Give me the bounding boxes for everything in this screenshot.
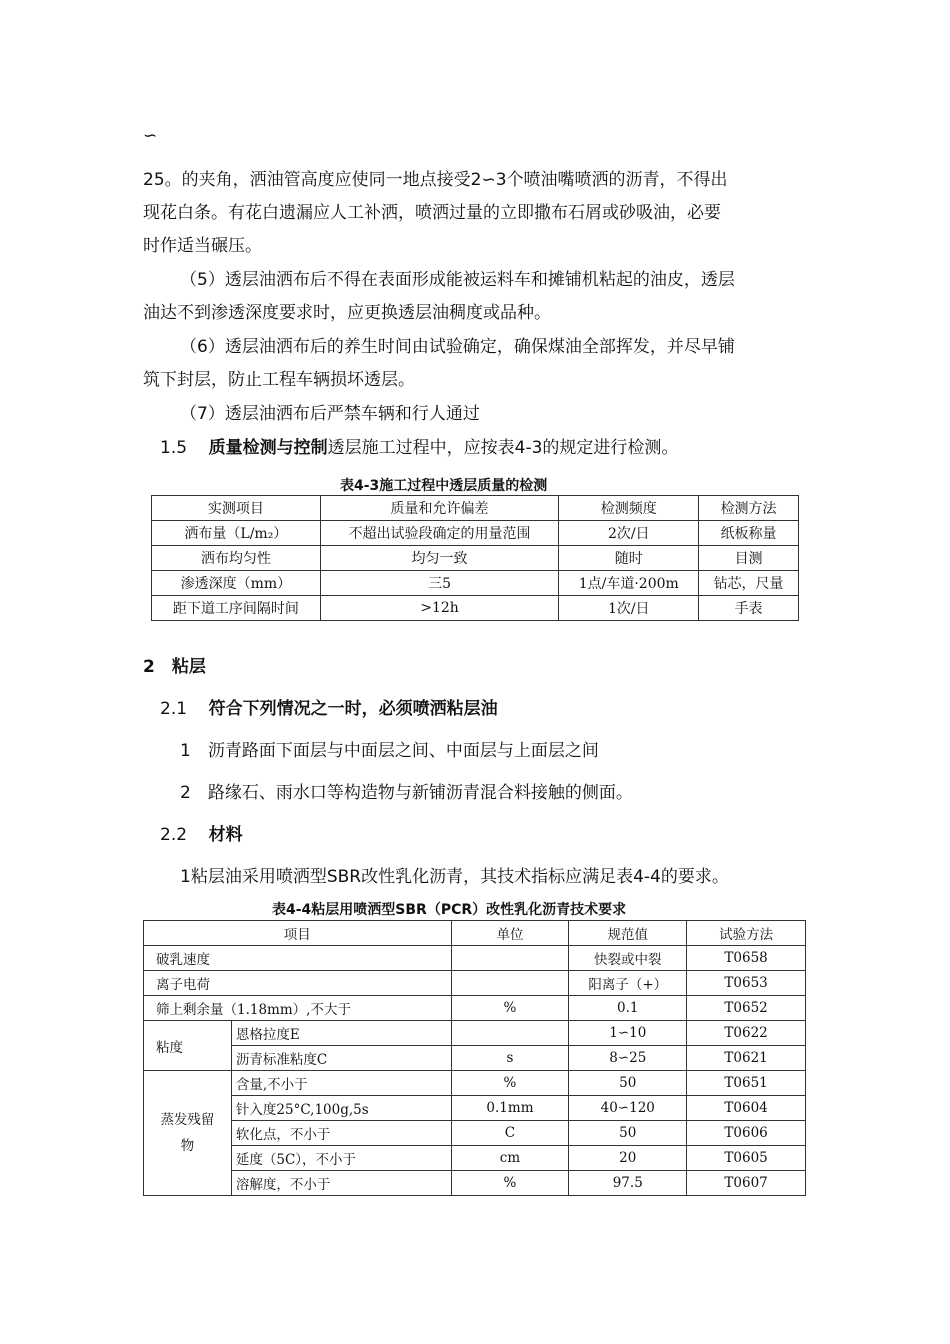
paragraph-line: 油达不到渗透深度要求时，应更换透层油稠度或品种。 — [143, 303, 551, 323]
table-cell: 快裂或中裂 — [569, 946, 687, 971]
table-cell: 1点/车道·200m — [559, 571, 699, 596]
table-cell: 目测 — [699, 546, 799, 571]
table-cell: 纸板称量 — [699, 521, 799, 546]
paragraph-line: 1粘层油采用喷洒型SBR改性乳化沥青，其技术指标应满足表4-4的要求。 — [180, 867, 729, 887]
table-cell: 不超出试验段确定的用量范围 — [320, 521, 559, 546]
table-cell: 软化点，不小于 — [231, 1121, 451, 1146]
table-cell: 手表 — [699, 596, 799, 621]
group-label-line: 物 — [180, 1138, 195, 1154]
table-cell — [451, 946, 569, 971]
table-4-3 — [151, 495, 799, 621]
table-cell: 渗透深度（mm） — [152, 571, 321, 596]
paragraph-line: 现花白条。有花白遗漏应人工补洒，喷洒过量的立即撒布石屑或砂吸油，必要 — [143, 203, 721, 223]
table-cell: % — [451, 1171, 569, 1196]
table-cell: 离子电荷 — [144, 971, 452, 996]
table-cell: C — [451, 1121, 569, 1146]
list-item: 2 路缘石、雨水口等构造物与新铺沥青混合料接触的侧面。 — [180, 783, 633, 803]
table-cell: 破乳速度 — [144, 946, 452, 971]
table-row — [144, 1096, 806, 1121]
table-cell: 随时 — [559, 546, 699, 571]
table-cell: 延度（5C），不小于 — [231, 1146, 451, 1171]
paragraph-line: （6）透层油洒布后的养生时间由试验确定，确保煤油全部挥发，并尽早铺 — [180, 337, 735, 357]
table-row — [144, 971, 806, 996]
table-cell: 97.5 — [569, 1171, 687, 1196]
table-row — [144, 1121, 806, 1146]
section-number: 2.2 — [160, 825, 188, 845]
table-cell: 溶解度，不小于 — [231, 1171, 451, 1196]
table-cell: T0652 — [687, 996, 806, 1021]
list-item: 1 沥青路面下面层与中面层之间、中面层与上面层之间 — [180, 741, 599, 761]
table-4-3-caption: 表4-3施工过程中透层质量的检测 — [340, 478, 548, 494]
table-cell: 50 — [569, 1121, 687, 1146]
paragraph-line: （7）透层油洒布后严禁车辆和行人通过 — [180, 404, 480, 424]
table-cell — [451, 1021, 569, 1046]
table-cell: T0607 — [687, 1171, 806, 1196]
table-cell: 20 — [569, 1146, 687, 1171]
table-4-4 — [143, 920, 806, 1196]
section-title: 质量检测与控制 — [208, 438, 328, 458]
table-cell: 阳离子（+） — [569, 971, 687, 996]
header-cell: 规范值 — [569, 921, 687, 946]
table-cell — [451, 971, 569, 996]
table-cell: T0621 — [687, 1046, 806, 1071]
section-text: 透层施工过程中，应按表4-3的规定进行检测。 — [327, 438, 679, 458]
table-header-row — [144, 921, 806, 946]
table-cell: % — [451, 996, 569, 1021]
table-cell: cm — [451, 1146, 569, 1171]
table-4-4-caption: 表4-4粘层用喷洒型SBR（PCR）改性乳化沥青技术要求 — [272, 902, 627, 918]
header-cell: 项目 — [144, 921, 452, 946]
group-label-cell — [144, 1071, 232, 1196]
header-cell: 检测方法 — [699, 496, 799, 521]
table-cell: 1∽10 — [569, 1021, 687, 1046]
table-row — [144, 1146, 806, 1171]
header-cell: 实测项目 — [152, 496, 321, 521]
table-cell: 三5 — [320, 571, 559, 596]
paragraph-line: 筑下封层，防止工程车辆损坏透层。 — [143, 370, 415, 390]
table-row — [152, 521, 799, 546]
table-row — [152, 596, 799, 621]
table-cell: 距下道工序间隔时间 — [152, 596, 321, 621]
table-cell: 40∽120 — [569, 1096, 687, 1121]
section-title: 符合下列情况之一时，必须喷洒粘层油 — [208, 699, 498, 719]
table-cell: 2次/日 — [559, 521, 699, 546]
section-heading-1-5 — [160, 436, 678, 460]
group-label-cell: 粘度 — [144, 1021, 232, 1071]
header-cell: 单位 — [451, 921, 569, 946]
table-cell: T0604 — [687, 1096, 806, 1121]
table-row — [144, 1046, 806, 1071]
table-cell: >12h — [320, 596, 559, 621]
table-cell: 筛上剩余量（1.18mm）,不大于 — [144, 996, 452, 1021]
table-row — [144, 946, 806, 971]
paragraph-line: （5）透层油洒布后不得在表面形成能被运料车和摊铺机粘起的油皮，透层 — [180, 270, 735, 290]
table-row — [152, 571, 799, 596]
table-cell: 8∽25 — [569, 1046, 687, 1071]
table-cell: 恩格拉度E — [231, 1021, 451, 1046]
table-cell: T0658 — [687, 946, 806, 971]
table-cell: 洒布量（L/m₂） — [152, 521, 321, 546]
table-cell: 含量,不小于 — [231, 1071, 451, 1096]
table-cell: 钻芯，尺量 — [699, 571, 799, 596]
table-row — [144, 1021, 806, 1046]
table-cell: 50 — [569, 1071, 687, 1096]
table-cell: T0622 — [687, 1021, 806, 1046]
section-heading-2: 2 粘层 — [143, 657, 206, 677]
header-cell: 质量和允许偏差 — [320, 496, 559, 521]
paragraph-line: 25。的夹角，洒油管高度应使同一地点接受2∽3个喷油嘴喷洒的沥青，不得出 — [143, 170, 728, 190]
table-cell: s — [451, 1046, 569, 1071]
header-cell: 试验方法 — [687, 921, 806, 946]
section-title: 材料 — [208, 825, 243, 845]
tilde-mark: ∽ — [143, 126, 158, 146]
group-label-line: 蒸发残留 — [160, 1112, 215, 1128]
table-cell: 洒布均匀性 — [152, 546, 321, 571]
table-row — [144, 1171, 806, 1196]
table-cell: 针入度25°C,100g,5s — [231, 1096, 451, 1121]
table-cell: T0605 — [687, 1146, 806, 1171]
table-cell: 均匀一致 — [320, 546, 559, 571]
table-cell: 0.1mm — [451, 1096, 569, 1121]
section-number: 2.1 — [160, 699, 188, 719]
table-cell: % — [451, 1071, 569, 1096]
table-row — [144, 1071, 806, 1096]
section-heading-2-1 — [160, 697, 498, 721]
table-cell: 1次/日 — [559, 596, 699, 621]
section-heading-2-2 — [160, 823, 243, 847]
paragraph-line: 时作适当碾压。 — [143, 236, 262, 256]
table-cell: T0651 — [687, 1071, 806, 1096]
header-cell: 检测频度 — [559, 496, 699, 521]
table-cell: 0.1 — [569, 996, 687, 1021]
table-cell: 沥青标准粘度C — [231, 1046, 451, 1071]
table-cell: T0653 — [687, 971, 806, 996]
section-number: 1.5 — [160, 438, 188, 458]
table-header-row — [152, 496, 799, 521]
table-cell: T0606 — [687, 1121, 806, 1146]
table-row — [144, 996, 806, 1021]
table-row — [152, 546, 799, 571]
